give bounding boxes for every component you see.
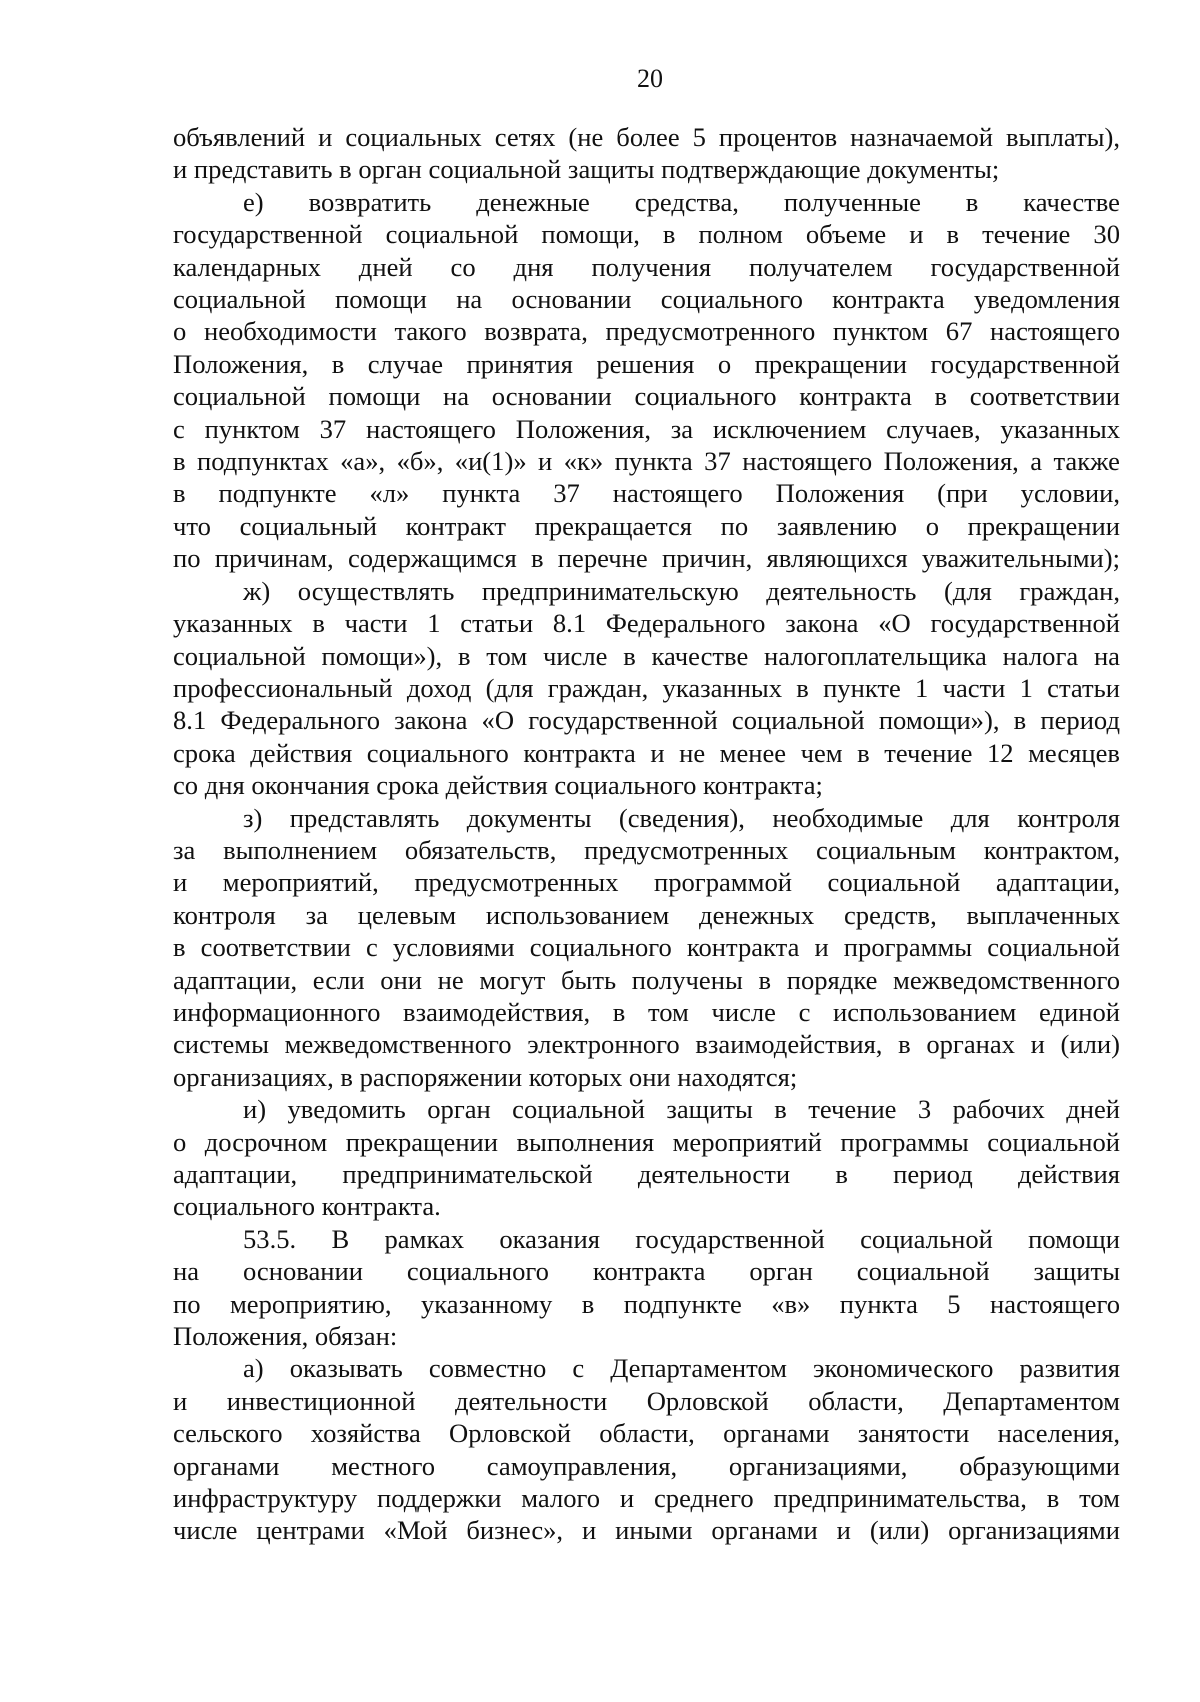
text-line: Положения, в случае принятия решения о прекращении государственной (173, 348, 1120, 379)
text-line: 53.5. В рамках оказания государственной социальной помощи (243, 1223, 1120, 1254)
text-line: и мероприятий, предусмотренных программой социальной адаптации, (173, 867, 1120, 898)
text-line: контроля за целевым использованием денежных средств, выплаченных (173, 899, 1120, 930)
text-line: объявлений и социальных сетях (не более 5 процентов назначаемой выплаты), (173, 122, 1120, 152)
text-line: со дня окончания срока действия социального контракта; (173, 770, 823, 801)
text-line: информационного взаимодействия, в том числе с использованием единой (173, 996, 1120, 1027)
text-line: указанных в части 1 статьи 8.1 Федерального закона «О государственной (173, 608, 1120, 639)
text-line: что социальный контракт прекращается по заявлению о прекращении (173, 510, 1120, 541)
text-line: на основании социального контракта орган социальной защиты (173, 1256, 1120, 1287)
text-line: в подпунктах «а», «б», «и(1)» и «к» пункта 37 настоящего Положения, а также (173, 446, 1120, 477)
text-line: и) уведомить орган социальной защиты в течение 3 рабочих дней (243, 1094, 1120, 1125)
text-line: з) представлять документы (сведения), необходимые для контроля (243, 802, 1120, 833)
text-line: системы межведомственного электронного взаимодействия, в органах и (или) (173, 1029, 1120, 1060)
text-line: о необходимости такого возврата, предусмотренного пунктом 67 настоящего (173, 316, 1120, 347)
text-line: по причинам, содержащимся в перечне причин, являющихся уважительными); (173, 543, 1120, 574)
text-line: календарных дней со дня получения получателем государственной (173, 251, 1120, 282)
text-line: инфраструктуру поддержки малого и среднего предпринимательства, в том (173, 1483, 1120, 1514)
text-line: организациях, в распоряжении которых они находятся; (173, 1061, 798, 1092)
text-line: за выполнением обязательств, предусмотренных социальным контрактом, (173, 834, 1120, 865)
text-line: числе центрами «Мой бизнес», и иными органами и (или) организациями (173, 1515, 1120, 1546)
text-line: 8.1 Федерального закона «О государственной социальной помощи»), в период (173, 705, 1120, 736)
text-line: социальной помощи»), в том числе в качестве налогоплательщика налога на (173, 640, 1120, 671)
text-line: по мероприятию, указанному в подпункте «в» пункта 5 настоящего (173, 1288, 1120, 1319)
text-line: сельского хозяйства Орловской области, органами занятости населения, (173, 1418, 1120, 1449)
text-line: а) оказывать совместно с Департаментом экономического развития (243, 1353, 1120, 1384)
text-line: е) возвратить денежные средства, полученные в качестве (243, 186, 1120, 217)
text-line: социальной помощи на основании социального контракта уведомления (173, 284, 1120, 315)
text-line: социального контракта. (173, 1191, 441, 1222)
document-body (173, 121, 1120, 1547)
text-line: в соответствии с условиями социального контракта и программы социальной (173, 932, 1120, 963)
text-line: ж) осуществлять предпринимательскую деятельность (для граждан, (243, 575, 1120, 606)
text-line: адаптации, предпринимательской деятельности в период действия (173, 1159, 1120, 1189)
text-line: в подпункте «л» пункта 37 настоящего Положения (при условии, (173, 478, 1120, 509)
text-line: профессиональный доход (для граждан, указанных в пункте 1 части 1 статьи (173, 672, 1120, 703)
text-line: и инвестиционной деятельности Орловской области, Департаментом (173, 1385, 1120, 1416)
text-line: адаптации, если они не могут быть получены в порядке межведомственного (173, 964, 1120, 995)
text-line: органами местного самоуправления, организациями, образующими (173, 1450, 1120, 1481)
text-line: Положения, обязан: (173, 1321, 398, 1352)
text-line: государственной социальной помощи, в полном объеме и в течение 30 (173, 219, 1120, 250)
page-number: 20 (637, 64, 663, 93)
text-line: с пунктом 37 настоящего Положения, за исключением случаев, указанных (173, 413, 1120, 444)
text-line: социальной помощи на основании социального контракта в соответствии (173, 381, 1120, 412)
text-line: срока действия социального контракта и не менее чем в течение 12 месяцев (173, 737, 1120, 768)
text-line: о досрочном прекращении выполнения мероприятий программы социальной (173, 1126, 1120, 1157)
text-line: и представить в орган социальной защиты подтверждающие документы; (173, 154, 1000, 185)
